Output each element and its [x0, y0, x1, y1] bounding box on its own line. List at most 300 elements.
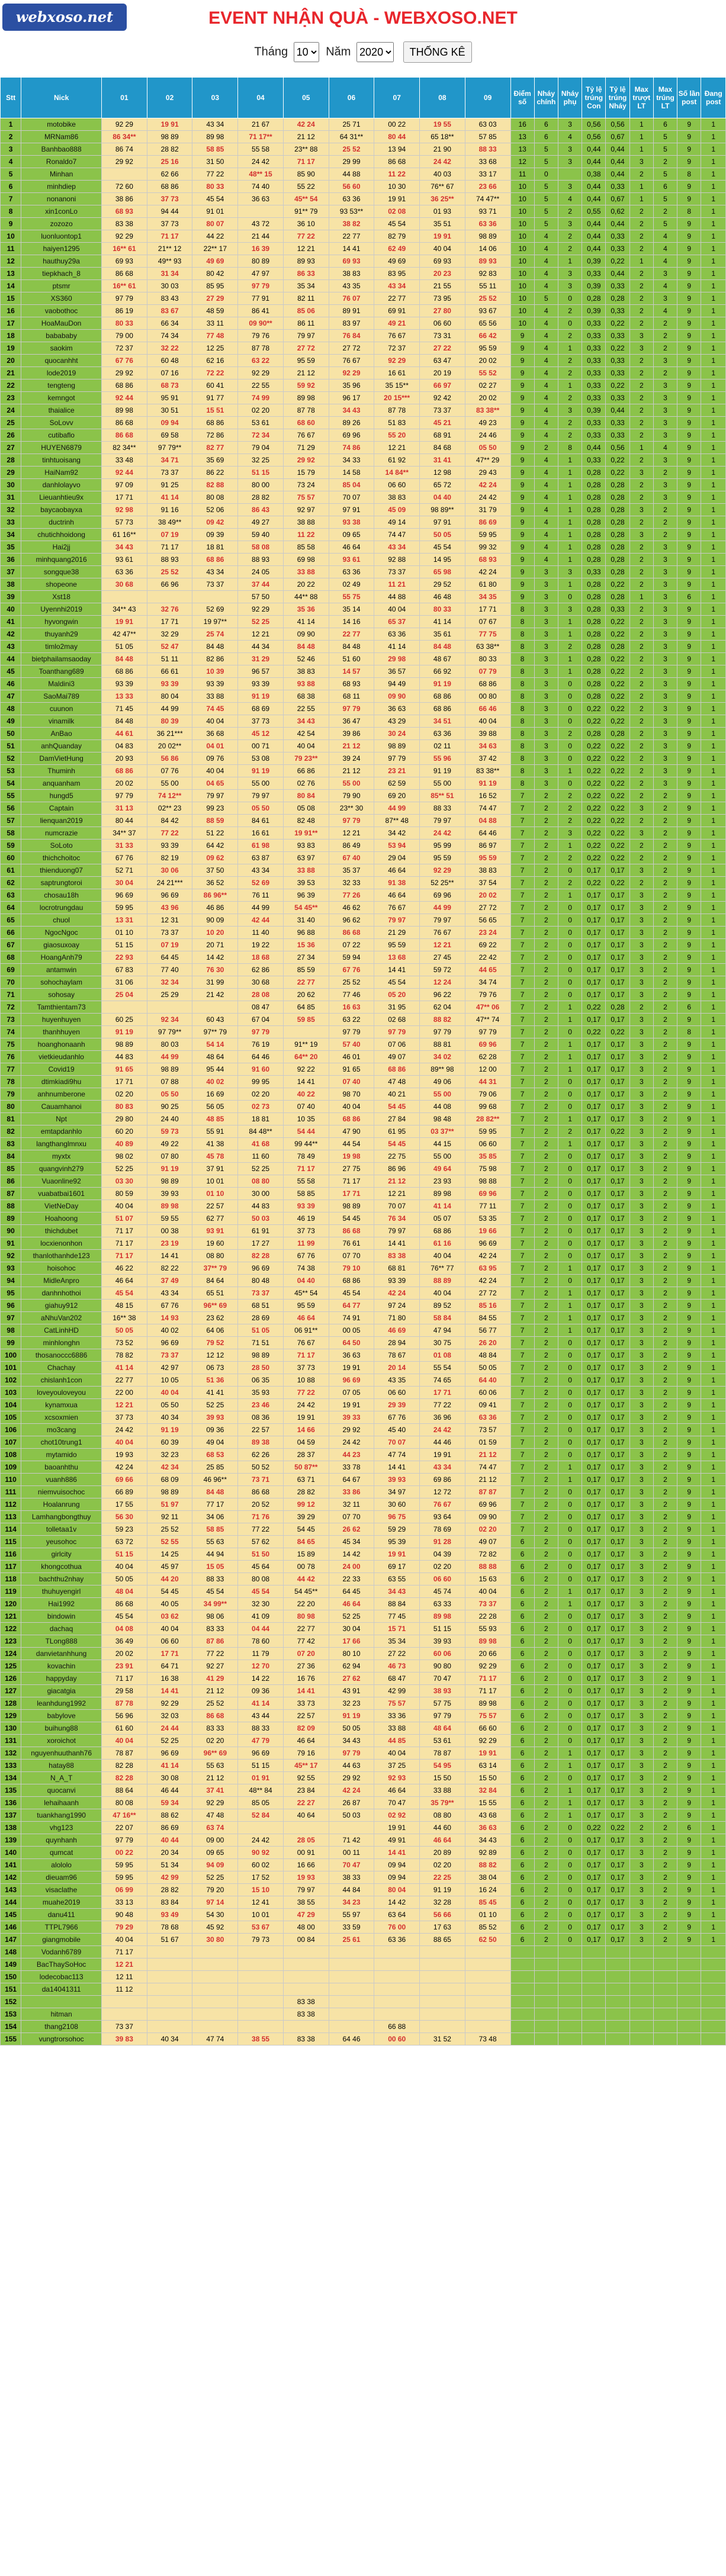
- stat-cell: [606, 1946, 629, 1958]
- prediction-cell: 93 61: [102, 554, 147, 566]
- nick-link[interactable]: cutibaflo: [21, 429, 102, 442]
- nick-link[interactable]: Maldini3: [21, 678, 102, 690]
- nick-link[interactable]: thosanoccc6886: [21, 1349, 102, 1362]
- nick-link[interactable]: vuabatbai1601: [21, 1188, 102, 1200]
- table-row: [1, 1150, 726, 1163]
- stat-cell: 3: [629, 951, 653, 964]
- nick-link[interactable]: dieuam96: [21, 1871, 102, 1884]
- stat-cell: 3: [653, 554, 677, 566]
- prediction-cell: 84 48: [192, 1486, 238, 1498]
- nick-link[interactable]: giaosuxoay: [21, 939, 102, 951]
- stat-cell: 0,17: [606, 1722, 629, 1735]
- prediction-cell: 50 05: [420, 529, 465, 541]
- nick-link[interactable]: HoaMauDon: [21, 317, 102, 330]
- nick-link[interactable]: DamVietHung: [21, 752, 102, 765]
- nick-link[interactable]: girlcity: [21, 1548, 102, 1561]
- nick-link[interactable]: thaialice: [21, 404, 102, 417]
- prediction-cell: [102, 1996, 147, 2008]
- nick-link[interactable]: giahuy912: [21, 1300, 102, 1312]
- stat-cell: 2: [534, 939, 558, 951]
- nick-link[interactable]: nguyenhuuthanh76: [21, 1747, 102, 1760]
- nick-link[interactable]: mytamido: [21, 1449, 102, 1461]
- table-row: [1, 964, 726, 976]
- nick-link[interactable]: Covid19: [21, 1063, 102, 1076]
- prediction-cell: 70 07: [374, 1436, 420, 1449]
- nick-link[interactable]: tengteng: [21, 380, 102, 392]
- nick-link[interactable]: locrotrungdau: [21, 902, 102, 914]
- nick-link[interactable]: vhg123: [21, 1822, 102, 1834]
- prediction-cell: 79 10: [329, 1262, 374, 1275]
- nick-link[interactable]: lienquan2019: [21, 815, 102, 827]
- nick-link[interactable]: yeusohoc: [21, 1536, 102, 1548]
- stat-cell: 0: [558, 1213, 582, 1225]
- row-number: 134: [1, 1772, 21, 1784]
- prediction-cell: 49 69: [374, 255, 420, 268]
- nick-link[interactable]: hoanghonaanh: [21, 1038, 102, 1051]
- nick-link[interactable]: Thuminh: [21, 765, 102, 777]
- nick-link[interactable]: nonanoni: [21, 193, 102, 205]
- nick-link[interactable]: saokim: [21, 342, 102, 355]
- stat-cell: 9: [677, 1399, 701, 1411]
- prediction-cell: 52 06: [192, 504, 238, 516]
- nick-link[interactable]: hoisohoc: [21, 1262, 102, 1275]
- nick-link[interactable]: leanhdung1992: [21, 1697, 102, 1710]
- nick-link[interactable]: Hoalanrung: [21, 1498, 102, 1511]
- nick-link[interactable]: Chachay: [21, 1362, 102, 1374]
- prediction-cell: 13 31: [102, 914, 147, 927]
- prediction-cell: 15 51: [192, 404, 238, 417]
- prediction-cell: 08 36: [238, 1411, 284, 1424]
- prediction-cell: 18 68: [238, 951, 284, 964]
- stat-cell: 0,22: [606, 1026, 629, 1038]
- nick-link[interactable]: thienduong07: [21, 864, 102, 877]
- prediction-cell: 23 46: [238, 1399, 284, 1411]
- prediction-cell: 63 55: [374, 1573, 420, 1586]
- prediction-cell: 14 06: [465, 243, 510, 255]
- nick-link[interactable]: haiyen1295: [21, 243, 102, 255]
- prediction-cell: 41 14: [102, 1362, 147, 1374]
- stat-cell: 0,17: [582, 1312, 606, 1324]
- nick-link[interactable]: timlo2may: [21, 641, 102, 653]
- nick-link[interactable]: cuunon: [21, 703, 102, 715]
- nick-link[interactable]: vinamilk: [21, 715, 102, 728]
- nick-link[interactable]: bachthu2nhay: [21, 1573, 102, 1586]
- nick-link[interactable]: hyvongwin: [21, 616, 102, 628]
- nick-link[interactable]: chutichhoidong: [21, 529, 102, 541]
- prediction-cell: 02 20: [102, 1088, 147, 1101]
- nick-link[interactable]: bietphailamsaoday: [21, 653, 102, 665]
- nick-link[interactable]: bindowin: [21, 1610, 102, 1623]
- stat-cell: 2: [534, 1871, 558, 1884]
- stat-cell: 2: [653, 1461, 677, 1474]
- nick-link[interactable]: CatLinhHD: [21, 1324, 102, 1337]
- prediction-cell: [238, 1996, 284, 2008]
- nick-link[interactable]: MRNam86: [21, 131, 102, 143]
- nick-link[interactable]: thuhuyengirl: [21, 1586, 102, 1598]
- prediction-cell: [192, 1001, 238, 1014]
- row-number: 52: [1, 752, 21, 765]
- nick-link[interactable]: chosau18h: [21, 889, 102, 902]
- nick-link[interactable]: quocanhht: [21, 355, 102, 367]
- prediction-cell: 38 55: [283, 1896, 329, 1909]
- nick-link[interactable]: lode2019: [21, 367, 102, 380]
- nick-link[interactable]: motobike: [21, 118, 102, 131]
- nick-link[interactable]: lehaihaanh: [21, 1797, 102, 1809]
- prediction-cell: 35 69: [192, 454, 238, 467]
- nick-link[interactable]: Captain: [21, 802, 102, 815]
- nick-link[interactable]: chot10trung1: [21, 1436, 102, 1449]
- stat-cell: 9: [677, 1312, 701, 1324]
- stat-cell: 1: [701, 752, 726, 765]
- nick-link[interactable]: SoLoto: [21, 840, 102, 852]
- prediction-cell: 84 48: [329, 641, 374, 653]
- month-select[interactable]: [294, 42, 319, 62]
- stat-cell: 2: [653, 1548, 677, 1561]
- nick-link[interactable]: Hai1992: [21, 1598, 102, 1610]
- nick-link[interactable]: anhQuanday: [21, 740, 102, 752]
- nick-link[interactable]: xoroichot: [21, 1735, 102, 1747]
- prediction-cell: 41 14: [238, 1697, 284, 1710]
- nick-link[interactable]: emtapdanhlo: [21, 1125, 102, 1138]
- stat-cell: 1: [701, 342, 726, 355]
- prediction-cell: 73 24: [283, 479, 329, 491]
- prediction-cell: 98 89: [238, 1349, 284, 1362]
- nick-link[interactable]: Hai2jj: [21, 541, 102, 554]
- nick-link[interactable]: anhnumberone: [21, 1088, 102, 1101]
- nick-link[interactable]: buihung88: [21, 1722, 102, 1735]
- nick-link[interactable]: quocanvi: [21, 1784, 102, 1797]
- table-row: [1, 864, 726, 877]
- nick-link[interactable]: Xst18: [21, 591, 102, 603]
- table-row: [1, 143, 726, 156]
- nick-link[interactable]: HaiNam92: [21, 467, 102, 479]
- nick-link[interactable]: saptrungtoroi: [21, 877, 102, 889]
- table-row: [1, 815, 726, 827]
- nick-link[interactable]: minhdiep: [21, 181, 102, 193]
- nick-link[interactable]: hungd5: [21, 790, 102, 802]
- nick-link[interactable]: danhlolayvo: [21, 479, 102, 491]
- nick-link[interactable]: da14041311: [21, 1983, 102, 1996]
- prediction-cell: 97 79: [102, 790, 147, 802]
- nick-link[interactable]: tinhtuoisang: [21, 454, 102, 467]
- stat-cell: 0: [558, 1436, 582, 1449]
- prediction-cell: 24 21***: [147, 877, 192, 889]
- nick-link[interactable]: xcsoxmien: [21, 1411, 102, 1424]
- prediction-cell: 05 50: [465, 442, 510, 454]
- stat-cell: 1: [701, 1387, 726, 1399]
- nick-link[interactable]: Toanthang689: [21, 665, 102, 678]
- stat-cell: 3: [629, 1374, 653, 1387]
- nick-link[interactable]: khongcothua: [21, 1561, 102, 1573]
- stat-cell: 0,33: [582, 342, 606, 355]
- stat-cell: 2: [653, 504, 677, 516]
- nick-link[interactable]: danhnhothoi: [21, 1287, 102, 1300]
- stat-cell: 0,44: [582, 218, 606, 230]
- nick-link[interactable]: dachaq: [21, 1623, 102, 1635]
- nick-link[interactable]: Vodanh6789: [21, 1946, 102, 1958]
- nick-link[interactable]: Npt: [21, 1113, 102, 1125]
- nick-link[interactable]: shopeone: [21, 578, 102, 591]
- nick-link[interactable]: thang2108: [21, 2021, 102, 2033]
- stat-cell: 2: [534, 864, 558, 877]
- prediction-cell: 75 57: [374, 1697, 420, 1710]
- nick-link[interactable]: dtimkiadi9hu: [21, 1076, 102, 1088]
- stat-cell: 0,22: [606, 777, 629, 790]
- table-row: [1, 1958, 726, 1971]
- nick-link[interactable]: HUYEN6879: [21, 442, 102, 454]
- nick-link[interactable]: hatay88: [21, 1760, 102, 1772]
- stat-cell: 0: [558, 1660, 582, 1673]
- stat-cell: [629, 1983, 653, 1996]
- prediction-cell: 14 41: [329, 243, 374, 255]
- year-select[interactable]: [356, 42, 394, 62]
- stat-cell: 8: [510, 690, 534, 703]
- stat-cell: 0,28: [606, 1001, 629, 1014]
- nick-link[interactable]: MidleAnpro: [21, 1275, 102, 1287]
- prediction-cell: 46 22: [102, 1262, 147, 1275]
- stat-cell: 0,17: [582, 1648, 606, 1660]
- stat-cell: [582, 1983, 606, 1996]
- nick-link[interactable]: Tamthientam73: [21, 1001, 102, 1014]
- nick-link[interactable]: vaobothoc: [21, 305, 102, 317]
- prediction-cell: 10 05: [147, 1374, 192, 1387]
- nick-link[interactable]: songque38: [21, 566, 102, 578]
- nick-link[interactable]: giangmobile: [21, 1934, 102, 1946]
- stat-cell: 0,17: [582, 1710, 606, 1722]
- prediction-cell: 14 84**: [374, 467, 420, 479]
- nick-link[interactable]: chuol: [21, 914, 102, 927]
- prediction-cell: 76 67: [374, 330, 420, 342]
- row-number: 13: [1, 268, 21, 280]
- prediction-cell: [420, 1971, 465, 1983]
- prediction-cell: 42 24: [465, 566, 510, 578]
- nick-link[interactable]: kemngot: [21, 392, 102, 404]
- nick-link[interactable]: quangvinh279: [21, 1163, 102, 1175]
- nick-link[interactable]: xin1conLo: [21, 205, 102, 218]
- stat-cell: 1: [701, 330, 726, 342]
- nick-link[interactable]: Hoahoong: [21, 1213, 102, 1225]
- nick-link[interactable]: kovachin: [21, 1660, 102, 1673]
- stat-cell: 3: [558, 268, 582, 280]
- stat-cell: 0,17: [606, 939, 629, 951]
- nick-link[interactable]: thichchoitoc: [21, 852, 102, 864]
- stat-cell: [653, 1996, 677, 2008]
- nick-link[interactable]: babylove: [21, 1710, 102, 1722]
- nick-link[interactable]: danu411: [21, 1909, 102, 1921]
- nick-link[interactable]: kynamxua: [21, 1399, 102, 1411]
- prediction-cell: 80 42: [192, 268, 238, 280]
- nick-link[interactable]: AnBao: [21, 728, 102, 740]
- stat-cell: 0,17: [582, 1561, 606, 1573]
- nick-link[interactable]: qumcat: [21, 1847, 102, 1859]
- nick-link[interactable]: alololo: [21, 1859, 102, 1871]
- prediction-cell: 46 64: [420, 1834, 465, 1847]
- nick-link[interactable]: thanhhuyen: [21, 1026, 102, 1038]
- prediction-cell: 44 23: [329, 1449, 374, 1461]
- nick-link[interactable]: ptsmr: [21, 280, 102, 292]
- nick-link[interactable]: babababy: [21, 330, 102, 342]
- nick-link[interactable]: loveyouloveyou: [21, 1387, 102, 1399]
- stat-cell: 2: [653, 1511, 677, 1523]
- nick-link[interactable]: NgocNgoc: [21, 927, 102, 939]
- prediction-cell: 65 51: [192, 1287, 238, 1300]
- prediction-cell: 75 57: [465, 1710, 510, 1722]
- nick-link[interactable]: vuanh886: [21, 1474, 102, 1486]
- nick-link[interactable]: hitman: [21, 2008, 102, 2021]
- stat-cell: 0,17: [606, 889, 629, 902]
- nick-link[interactable]: visaclathe: [21, 1884, 102, 1896]
- row-number: 116: [1, 1548, 21, 1561]
- statistics-button[interactable]: THỐNG KÊ: [403, 41, 472, 63]
- nick-link[interactable]: VietNeDay: [21, 1200, 102, 1213]
- prediction-cell: 86 68: [192, 1710, 238, 1722]
- prediction-cell: 98 02: [102, 1150, 147, 1163]
- prediction-cell: 32 30: [238, 1598, 284, 1610]
- prediction-cell: 79 97: [238, 790, 284, 802]
- stat-cell: 9: [677, 715, 701, 728]
- nick-link[interactable]: antamwin: [21, 964, 102, 976]
- stat-cell: 9: [677, 964, 701, 976]
- prediction-cell: 84 48: [192, 641, 238, 653]
- row-number: 111: [1, 1486, 21, 1498]
- nick-link[interactable]: tolletaa1v: [21, 1523, 102, 1536]
- nick-link[interactable]: quynhanh: [21, 1834, 102, 1847]
- table-row: [1, 1548, 726, 1561]
- stat-cell: 0,22: [606, 690, 629, 703]
- nick-link[interactable]: numcrazie: [21, 827, 102, 840]
- prediction-cell: 61 95: [374, 1125, 420, 1138]
- nick-link[interactable]: tiepkhach_8: [21, 268, 102, 280]
- nick-link[interactable]: Uyennhi2019: [21, 603, 102, 616]
- nick-link[interactable]: vietkieudanhlo: [21, 1051, 102, 1063]
- stat-cell: 0,17: [606, 1685, 629, 1697]
- nick-link[interactable]: Ronaldo7: [21, 156, 102, 168]
- prediction-cell: 22 07: [102, 1822, 147, 1834]
- prediction-cell: 76** 67: [420, 181, 465, 193]
- nick-link[interactable]: TTPL7966: [21, 1921, 102, 1934]
- nick-link[interactable]: mo3cang: [21, 1424, 102, 1436]
- stat-cell: 2: [534, 1710, 558, 1722]
- stat-cell: 1: [701, 305, 726, 317]
- stat-cell: 1: [558, 1586, 582, 1598]
- nick-link[interactable]: N_A_T: [21, 1772, 102, 1784]
- nick-link[interactable]: baoanhthu: [21, 1461, 102, 1474]
- prediction-cell: 01 10: [102, 927, 147, 939]
- stat-cell: 0: [558, 1424, 582, 1436]
- stat-cell: [677, 1946, 701, 1958]
- prediction-cell: 72 37: [374, 342, 420, 355]
- nick-link[interactable]: sohosay: [21, 989, 102, 1001]
- prediction-cell: 72 82: [465, 1548, 510, 1561]
- stat-cell: 1: [629, 131, 653, 143]
- nick-link[interactable]: luonluontop1: [21, 230, 102, 243]
- stat-cell: 0: [558, 951, 582, 964]
- prediction-cell: 74 47: [374, 529, 420, 541]
- nick-link[interactable]: minhquang2016: [21, 554, 102, 566]
- prediction-cell: 71 17: [102, 1673, 147, 1685]
- row-number: 56: [1, 802, 21, 815]
- stat-cell: 0: [558, 1772, 582, 1784]
- nick-link[interactable]: Cauamhanoi: [21, 1101, 102, 1113]
- stat-cell: 0,17: [606, 1225, 629, 1237]
- nick-link[interactable]: thanlothanhde123: [21, 1250, 102, 1262]
- nick-link[interactable]: aNhuVan202: [21, 1312, 102, 1324]
- row-number: 154: [1, 2021, 21, 2033]
- nick-link[interactable]: baycaobayxa: [21, 504, 102, 516]
- nick-link[interactable]: BacThaySoHoc: [21, 1958, 102, 1971]
- nick-link[interactable]: hauthuy29a: [21, 255, 102, 268]
- nick-link[interactable]: thichdubet: [21, 1225, 102, 1237]
- prediction-cell: 09 65: [192, 1847, 238, 1859]
- site-logo[interactable]: webxoso.net: [2, 4, 127, 31]
- prediction-cell: 28 82: [147, 1884, 192, 1896]
- prediction-cell: 95 99: [420, 840, 465, 852]
- nick-link[interactable]: huyenhuyen: [21, 1014, 102, 1026]
- nick-link[interactable]: Lamhangbongthuy: [21, 1511, 102, 1523]
- stat-cell: 3: [629, 1461, 653, 1474]
- stat-cell: 1: [701, 1511, 726, 1523]
- nick-link[interactable]: minhlonghn: [21, 1337, 102, 1349]
- nick-link[interactable]: giacatgia: [21, 1685, 102, 1697]
- nick-link[interactable]: langthanglmnxu: [21, 1138, 102, 1150]
- nick-link[interactable]: SoLovv: [21, 417, 102, 429]
- nick-link[interactable]: anquanham: [21, 777, 102, 790]
- stat-cell: 2: [653, 1150, 677, 1163]
- prediction-cell: 43 34: [192, 118, 238, 131]
- prediction-cell: 34 35: [465, 591, 510, 603]
- nick-link[interactable]: danvietanhhung: [21, 1648, 102, 1660]
- nick-link[interactable]: niemvuisochoc: [21, 1486, 102, 1498]
- nick-link[interactable]: chislanh1con: [21, 1374, 102, 1387]
- nick-link[interactable]: myxtx: [21, 1150, 102, 1163]
- nick-link[interactable]: Vuaonline92: [21, 1175, 102, 1188]
- nick-link[interactable]: tuankhang1990: [21, 1809, 102, 1822]
- nick-link[interactable]: muahe2019: [21, 1896, 102, 1909]
- nick-link[interactable]: thuyanh29: [21, 628, 102, 641]
- prediction-cell: 51 97: [147, 1498, 192, 1511]
- stat-cell: 0: [558, 1088, 582, 1101]
- nick-link[interactable]: SaoMai789: [21, 690, 102, 703]
- nick-link[interactable]: HoangAnh79: [21, 951, 102, 964]
- nick-link[interactable]: happyday: [21, 1673, 102, 1685]
- nick-link[interactable]: lodecobac113: [21, 1971, 102, 1983]
- stat-cell: 6: [510, 1660, 534, 1673]
- nick-link[interactable]: ductrinh: [21, 516, 102, 529]
- prediction-cell: 46 96**: [192, 1474, 238, 1486]
- prediction-cell: 76 67: [283, 1337, 329, 1349]
- nick-link[interactable]: Banhbao888: [21, 143, 102, 156]
- prediction-cell: 39 93: [192, 1411, 238, 1424]
- nick-link[interactable]: sohochaylam: [21, 976, 102, 989]
- page-title: EVENT NHẬN QUÀ - WEBXOSO.NET: [208, 8, 518, 28]
- nick-link[interactable]: zozozo: [21, 218, 102, 230]
- prediction-cell: [329, 1971, 374, 1983]
- stat-cell: 1: [701, 802, 726, 815]
- nick-link[interactable]: [21, 1996, 102, 2008]
- prediction-cell: 68 51: [238, 1300, 284, 1312]
- stat-cell: 5: [653, 143, 677, 156]
- nick-link[interactable]: Minhan: [21, 168, 102, 181]
- nick-link[interactable]: locxienonhon: [21, 1237, 102, 1250]
- prediction-cell: 98 48: [420, 1113, 465, 1125]
- stat-cell: 3: [629, 989, 653, 1001]
- nick-link[interactable]: Lieuanhtieu9x: [21, 491, 102, 504]
- nick-link[interactable]: XS360: [21, 292, 102, 305]
- nick-link[interactable]: vungtrorsohoc: [21, 2033, 102, 2046]
- stat-cell: 7: [510, 1038, 534, 1051]
- nick-link[interactable]: TLong888: [21, 1635, 102, 1648]
- prediction-cell: 44 99: [147, 1051, 192, 1063]
